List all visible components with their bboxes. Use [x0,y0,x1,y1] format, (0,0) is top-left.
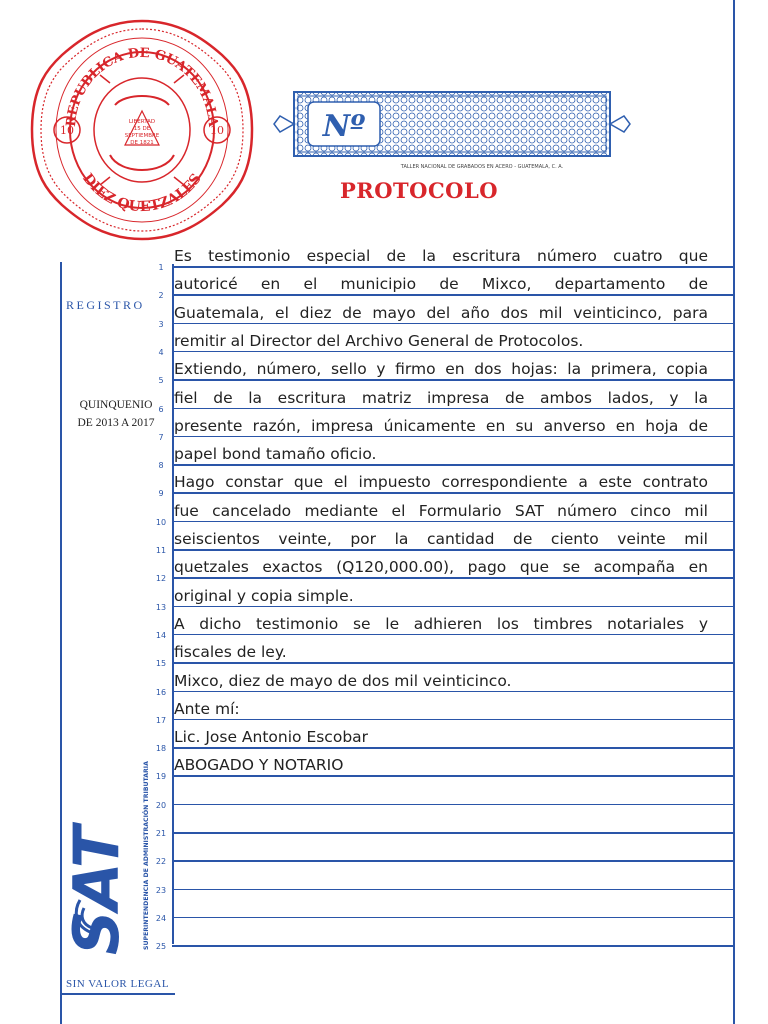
protocol-line-text: presente razón, impresa únicamente en su anverso en hoja de [174,416,708,435]
line-number: 14 [155,630,167,640]
line-number: 16 [155,687,167,697]
ruled-line [172,379,734,381]
protocol-line-text: seiscientos veinte, por la cantidad de ciento veinte mil [174,530,708,548]
line-number: 5 [158,376,164,386]
seal-center-line-2: 15 DE [133,126,151,132]
protocol-line-text: ABOGADO Y NOTARIO [174,756,344,775]
registro-label: REGISTRO [66,298,145,312]
protocol-line-text: Hago constar que el impuesto correspondiente a este contrato [174,473,708,492]
line-number: 7 [158,432,164,442]
sat-logo [60,760,160,960]
protocol-line-text: A dicho testimonio se le adhieren los timbres notariales y [174,614,708,633]
protocol-line-text: Lic. Jose Antonio Escobar [174,728,369,747]
line-number: 21 [155,829,167,838]
ruled-line [172,747,734,749]
line-number: 24 [155,913,167,923]
ruled-line [172,719,734,721]
ruled-line [172,606,734,608]
quinquenio-line-1: QUINQUENIO [79,399,153,411]
ruled-line [172,860,734,862]
protocol-line-text: Es testimonio especial de la escritura número cuatro que [174,247,708,265]
line-number: 12 [155,574,167,584]
ruled-line [172,521,734,523]
protocol-line-text: Guatemala, el diez de mayo del año dos mil veinticinco, para [174,303,708,322]
line-number: 25 [155,942,167,952]
line-number: 4 [158,347,164,357]
plate-caption: TALLER NACIONAL DE GRABADOS EN ACERO - GUATEMALA, C. A. [400,164,564,170]
line-number: 18 [155,744,167,754]
seal-value-left: 10 [60,124,74,137]
seal-center-line-3: SEPTIEMBRE [124,133,160,139]
line-number: 15 [155,659,167,669]
protocol-line-text: fiel de la escritura matriz impresa de ambos lados, y la [174,388,708,407]
ruled-line [172,804,734,806]
line-number: 13 [155,602,167,612]
seal-top-text: REPUBLICA DE GUATEMALA [63,45,221,128]
seal-center-line-1: LIBERTAD [128,119,156,125]
quinquenio-label [64,396,168,432]
line-number: 10 [155,517,167,527]
line-number: 22 [155,857,167,867]
protocol-line-text: remitir al Director del Archivo General de Protocolos. [174,331,584,350]
number-plate [272,88,632,174]
ruled-line [172,889,734,891]
plate-number-symbol: Nº [322,109,366,144]
protocol-line-text: fiscales de ley. [174,643,287,662]
ruled-line [172,492,734,494]
page-title: PROTOCOLO [340,178,499,203]
ruled-line [172,323,734,325]
line-number: 2 [158,291,164,301]
line-number: 17 [155,715,167,725]
ruled-line [172,832,734,834]
ruled-line [172,691,734,693]
ruled-line [172,549,734,551]
ruled-line [172,662,734,664]
bottom-rule [60,993,175,995]
ruled-line [172,266,734,268]
ruled-line [172,577,734,579]
protocol-line-text: original y copia simple. [174,586,354,605]
line-number: 11 [155,546,167,555]
protocol-line-text: Extiendo, número, sello y firmo en dos hojas: la primera, copia [174,360,708,379]
ruled-line [172,775,734,777]
seal-center-line-4: DE 1821 [130,140,154,146]
protocol-line-text: papel bond tamaño oficio. [174,445,377,464]
protocol-line-text: Mixco, diez de mayo de dos mil veinticinco. [174,671,512,690]
protocol-line-text: fue cancelado mediante el Formulario SAT número cinco mil [174,501,708,520]
protocol-line-text: quetzales exactos (Q120,000.00), pago que se acompaña en [174,558,708,577]
guatemala-ten-quetzales-seal [30,15,255,245]
ruled-line [172,436,734,438]
line-number: 6 [158,404,164,414]
protocol-line-text: Ante mí: [174,699,240,718]
right-margin-line [733,0,735,1024]
sat-caption: SUPERINTENDENCIA DE ADMINISTRACIÓN TRIBUTARIA [143,761,150,950]
line-number: 3 [158,319,164,329]
protocol-line-text: autoricé en el municipio de Mixco, departamento de [174,275,708,294]
ruled-line [172,464,734,466]
seal-bottom-text: DIEZ QUETZALES [79,170,205,216]
sin-valor-legal-label: SIN VALOR LEGAL [66,978,170,990]
svg-text:REPUBLICA DE GUATEMALA [64,46,220,128]
line-number: 1 [158,263,164,272]
sat-logo-text: SAT [60,826,133,955]
line-number: 9 [158,489,164,499]
line-number: 20 [155,800,167,810]
ruled-line [172,294,734,296]
ruled-line [172,634,734,636]
seal-value-right: 10 [210,124,224,137]
line-number: 8 [158,461,164,471]
ruled-line [172,945,734,947]
ruled-line [172,917,734,919]
line-number: 19 [155,772,167,782]
line-number: 23 [155,885,167,895]
ruled-line [172,408,734,410]
ruled-line [172,351,734,353]
quinquenio-line-2: DE 2013 A 2017 [77,417,155,429]
